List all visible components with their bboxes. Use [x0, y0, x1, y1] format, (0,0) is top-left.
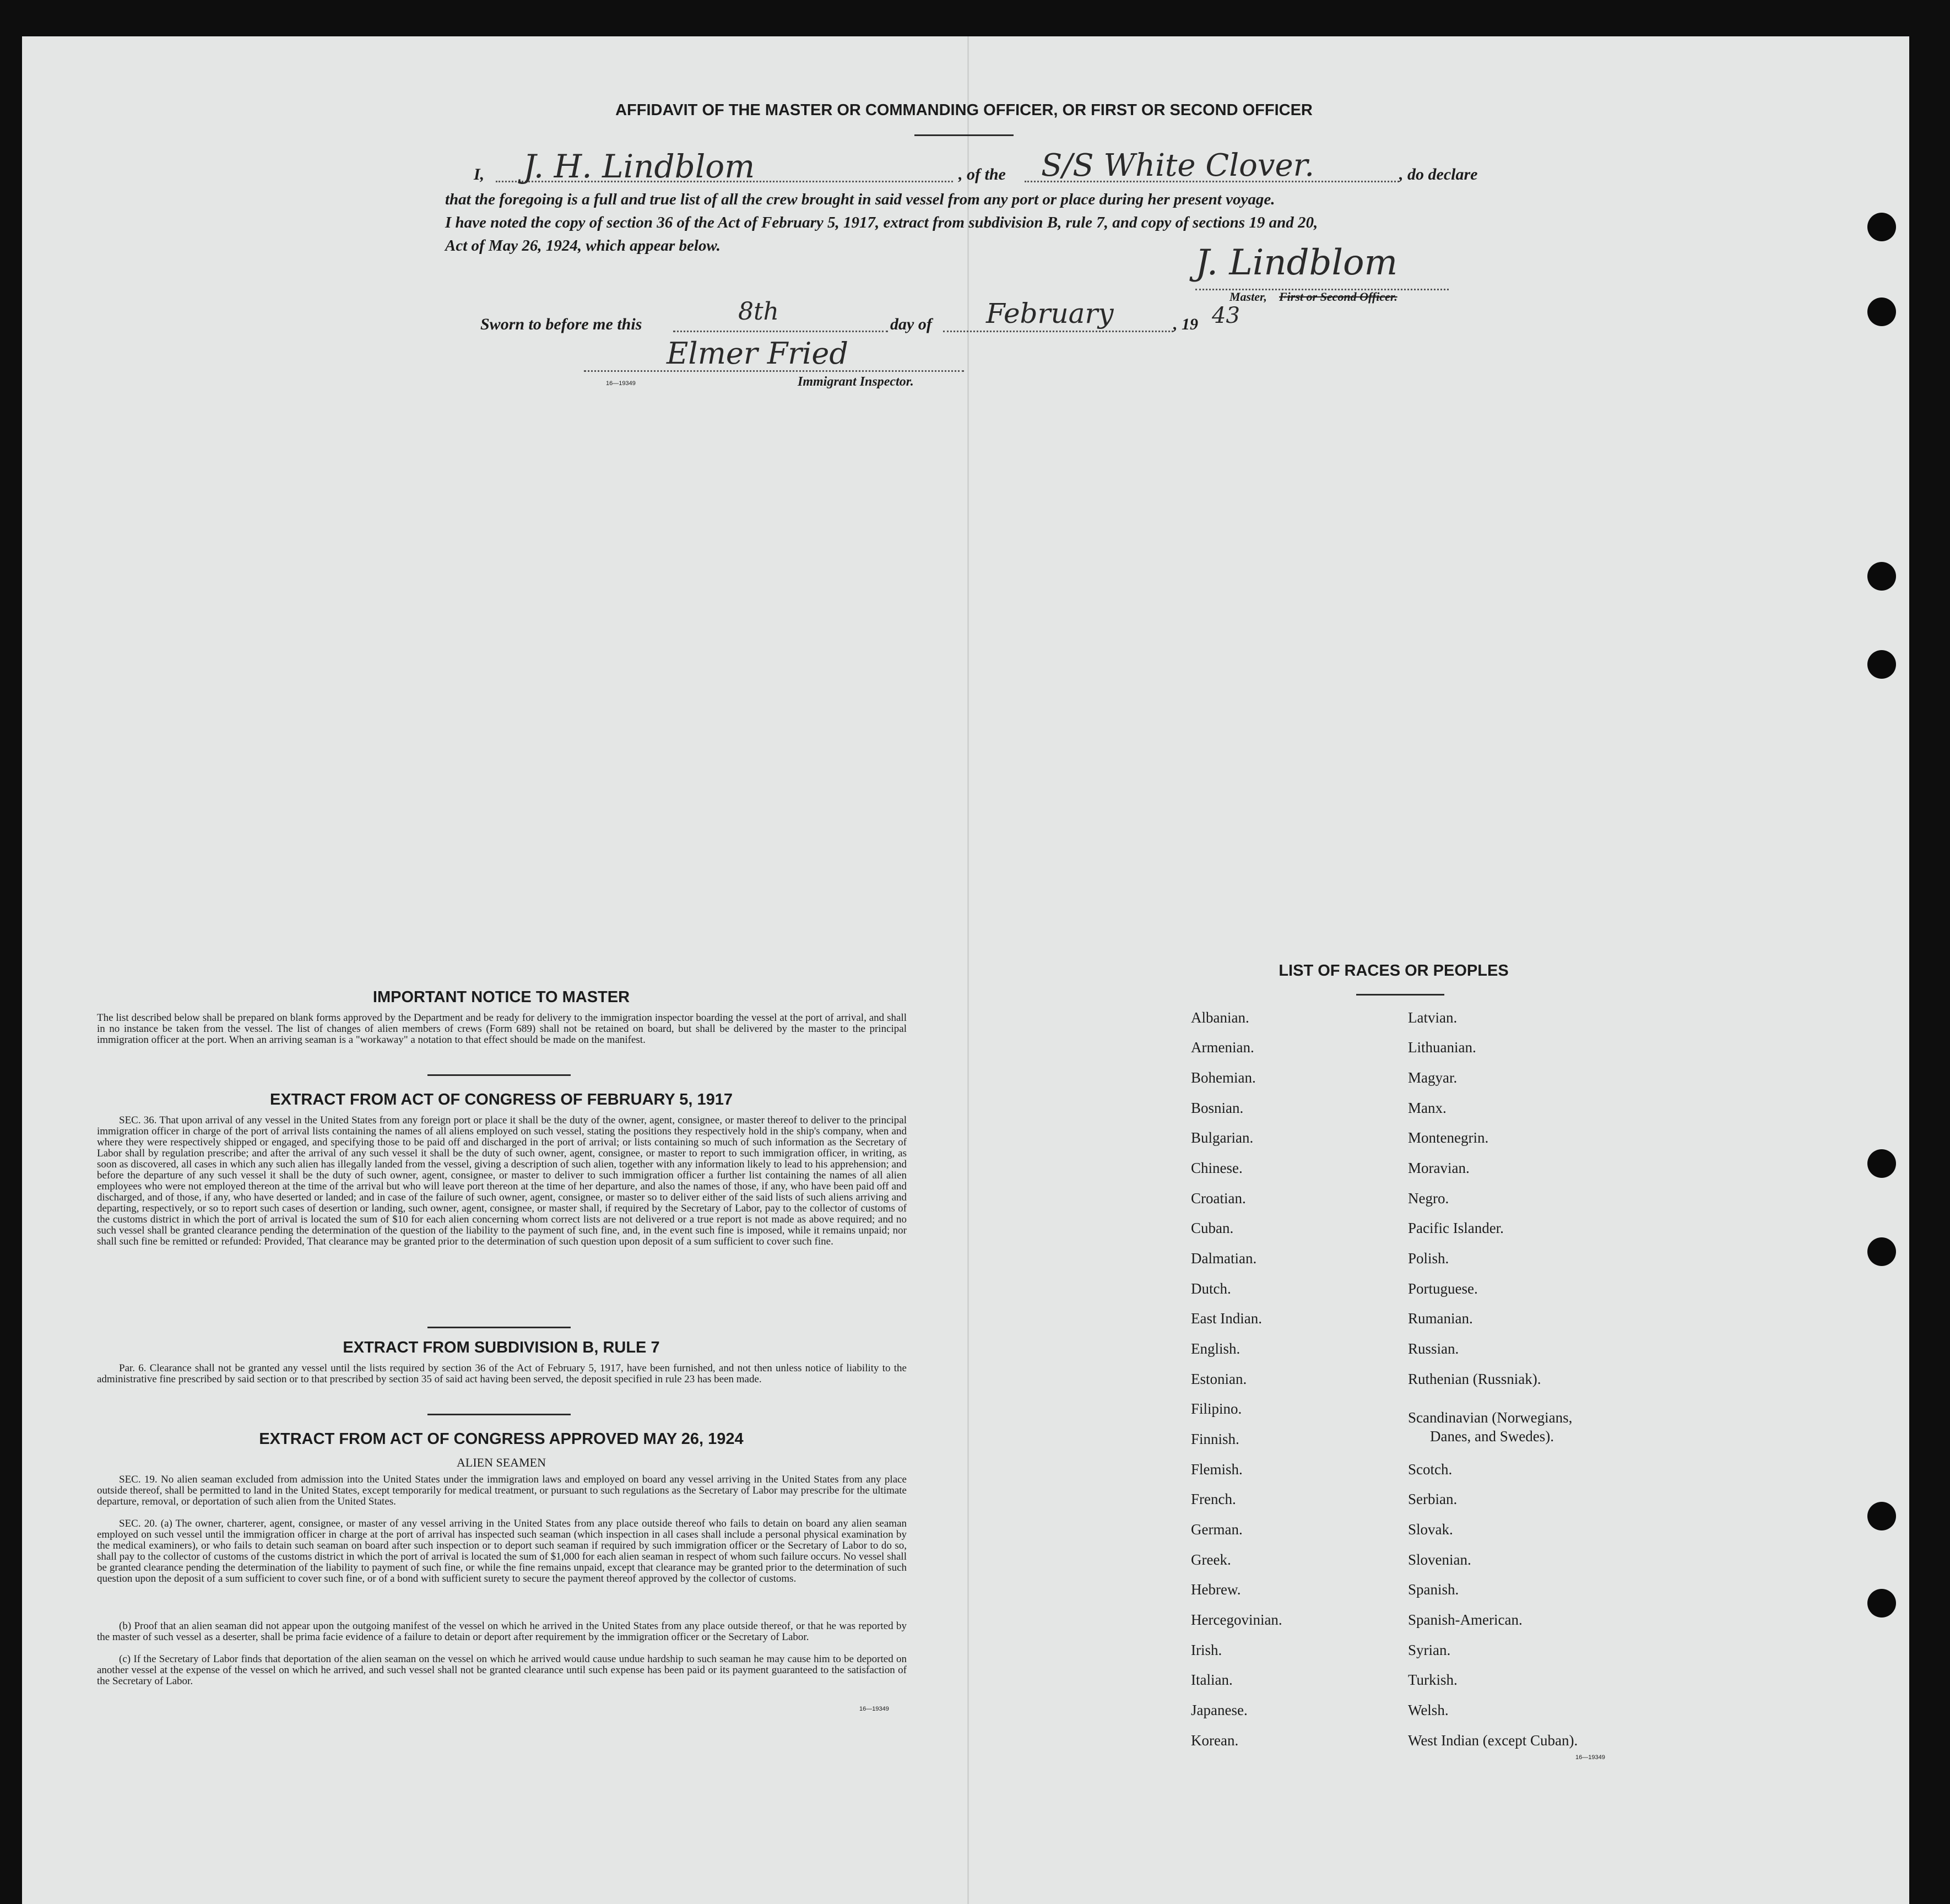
race-item: Bosnian. — [1191, 1100, 1244, 1116]
race-item: Flemish. — [1191, 1461, 1243, 1478]
race-item: East Indian. — [1191, 1310, 1262, 1327]
section-rule — [427, 1414, 571, 1415]
race-item: Estonian. — [1191, 1371, 1247, 1387]
section-rule — [427, 1074, 571, 1076]
vessel-name-handwritten: S/S White Clover. — [1041, 148, 1315, 183]
race-item: Bohemian. — [1191, 1069, 1256, 1086]
punch-hole — [1867, 562, 1896, 591]
year-prefix-label: , 19 — [1173, 315, 1198, 333]
race-item: Hebrew. — [1191, 1581, 1241, 1598]
day-field-line — [673, 331, 888, 332]
race-item: Danes, and Swedes). — [1430, 1428, 1554, 1445]
race-item: Spanish-American. — [1408, 1611, 1523, 1628]
extract-1917-text: SEC. 36. That upon arrival of any vessel in the United States from any foreign port or place it shall be the duty of the owner, agent, consignee, or master thereof to deliver to the principal immigration officer in charge of the port of arrival lists containing the names of all aliens employed on such vessel, stating the positions they respectively hold in the ship's company, when and where they were respectively shipped or engaged, and specifying those to be paid off and discharged in the port of arrival; or lists containing so much of such information as the Secretary of Labor shall by regulation prescribe; and after the arrival of any such vessel it shall be the duty of such owner, agent, consignee, or master to report to such immigration officer, in writing, as soon as discovered, all cases in which any such alien has illegally landed from the vessel, giving a description of such alien, together with any information likely to lead to his apprehension; and before the departure of any such vessel it shall be the duty of such owner, agent, consignee, or master to deliver to such immigration officer a further list containing the names of all alien employees who were not employed thereon at the time of the arrival but who will leave port thereon at the time of her departure, and also the names of those, if any, who have been paid off and discharged, and of those, if any, who have deserted or landed; and in case of the failure of such owner, agent, consignee, or master so to deliver either of the said lists of such aliens arriving and departing, respectively, or so to report such cases of desertion or landing, such owner, agent, consignee, or master shall, if required by the Secretary of Labor, pay to the collector of customs of the customs district in which the port of arrival is located the sum of $10 for each alien concerning whom correct lists are not delivered or a true report is not made as above required; and no such vessel shall be granted clearance pending the determination of the question of the liability to the payment of such fine, and, in the event such fine is imposed, while it remains unpaid; nor shall such fine be remitted or refunded: Provided, That clearance may be granted prior to the determination of such question upon deposit of a sum sufficient to cover such fine. — [97, 1115, 907, 1247]
do-declare-label: , do declare — [1399, 165, 1478, 183]
race-item: Rumanian. — [1408, 1310, 1473, 1327]
subdivision-b-text: Par. 6. Clearance shall not be granted any vessel until the lists required by section 36 of the Act of February 5, 1917, have been furnished, and not then unless notice of liability to the administrative fine prescribed by said section or to that prescribed by section 35 of said act having been served, the deposit specified in rule 23 has been made. — [97, 1362, 907, 1385]
race-item: Greek. — [1191, 1551, 1231, 1568]
punch-hole — [1867, 1589, 1896, 1618]
race-item: Cuban. — [1191, 1220, 1234, 1236]
extract-1917-title: EXTRACT FROM ACT OF CONGRESS OF FEBRUARY 5, 1917 — [269, 1091, 733, 1108]
races-rule — [1356, 994, 1444, 996]
race-item: Slovak. — [1408, 1521, 1453, 1538]
inspector-label: Immigrant Inspector. — [798, 375, 914, 389]
notice-title: IMPORTANT NOTICE TO MASTER — [372, 988, 630, 1006]
title-rule — [914, 134, 1014, 136]
punch-hole — [1867, 1149, 1896, 1178]
race-item: Scotch. — [1408, 1461, 1453, 1478]
alien-seamen-subtitle: ALIEN SEAMEN — [457, 1456, 546, 1469]
race-item: Finnish. — [1191, 1431, 1239, 1447]
sec-20c-text: (c) If the Secretary of Labor finds that deportation of the alien seaman on the vessel on which he arrived would cause undue hardship to such seaman he may cause him to be deported on another vessel at the expense of the vessel on which he arrived, and such vessel shall not be granted clearance until such expense has been paid or its payment guaranteed to the satisfaction of the Secretary of Labor. — [97, 1653, 907, 1687]
form-number: 16—19349 — [1575, 1754, 1605, 1761]
affidavit-line-3: I have noted the copy of section 36 of the Act of February 5, 1917, extract from subdivision B, rule 7, and copy of sections 19 and 20, — [445, 214, 1318, 231]
day-of-label: day of — [890, 315, 932, 333]
race-item: Polish. — [1408, 1250, 1449, 1267]
struck-officer-label: First or Second Officer. — [1279, 290, 1398, 304]
race-item: Magyar. — [1408, 1069, 1458, 1086]
year-handwritten: 43 — [1212, 303, 1240, 328]
affidavit-line-2: that the foregoing is a full and true list of all the crew brought in said vessel from any port or place during her present voyage. — [445, 191, 1275, 208]
sec-19-text: SEC. 19. No alien seaman excluded from admission into the United States under the immigration laws and employed on board any vessel arriving in the United States from any place outside thereof, shall be permitted to land in the United States, except temporarily for medical treatment, or pursuant to such regulations as the Secretary of Labor may prescribe for the ultimate departure, removal, or deportation of such alien from the United States. — [97, 1474, 907, 1507]
month-field-line — [943, 331, 1173, 332]
race-item: Croatian. — [1191, 1190, 1246, 1207]
sec-20b-text: (b) Proof that an alien seaman did not appear upon the outgoing manifest of the vessel on which he arrived in the United States from any place outside thereof, or that he was reported by the master of such vessel as a deserter, shall be prima facie evidence of a failure to detain or deport after requirement by the immigration officer or the Secretary of Labor. — [97, 1620, 907, 1643]
race-item: Manx. — [1408, 1100, 1447, 1116]
affidavit-title: AFFIDAVIT OF THE MASTER OR COMMANDING OFFICER, OR FIRST OR SECOND OFFICER — [615, 101, 1313, 119]
race-item: Serbian. — [1408, 1491, 1458, 1507]
race-item: Portuguese. — [1408, 1280, 1478, 1297]
race-item: Latvian. — [1408, 1009, 1458, 1026]
race-item: Armenian. — [1191, 1039, 1254, 1056]
race-item: Montenegrin. — [1408, 1129, 1489, 1146]
form-number: 16—19349 — [606, 380, 636, 387]
punch-hole — [1867, 1237, 1896, 1266]
punch-hole — [1867, 650, 1896, 679]
inspector-line — [584, 370, 964, 372]
race-item: Welsh. — [1408, 1702, 1449, 1718]
race-item: Dutch. — [1191, 1280, 1231, 1297]
race-item: Scandinavian (Norwegians, — [1408, 1409, 1573, 1426]
race-item: West Indian (except Cuban). — [1408, 1732, 1578, 1749]
sworn-label: Sworn to before me this — [480, 315, 642, 333]
race-item: French. — [1191, 1491, 1236, 1507]
race-item: Ruthenian (Russniak). — [1408, 1371, 1541, 1387]
race-item: Albanian. — [1191, 1009, 1249, 1026]
subdivision-b-title: EXTRACT FROM SUBDIVISION B, RULE 7 — [343, 1339, 660, 1356]
race-item: Pacific Islander. — [1408, 1220, 1504, 1236]
race-item: Filipino. — [1191, 1400, 1242, 1417]
race-item: Moravian. — [1408, 1160, 1470, 1176]
race-item: Japanese. — [1191, 1702, 1248, 1718]
race-item: Irish. — [1191, 1642, 1222, 1658]
punch-hole — [1867, 1502, 1896, 1530]
sec-20a-text: SEC. 20. (a) The owner, charterer, agent, consignee, or master of any vessel arriving in the United States from any place outside thereof who fails to detain on board any alien seaman employed on such vessel until the immigration officer in charge at the port of arrival has inspected such seaman (which inspection in all cases shall include a personal physical examination by the medical examiners), or who fails to detain such seaman on board after such inspection or to deport such seaman if required by such immigration officer or the Secretary of Labor to do so, shall pay to the collector of customs of the customs district in which the port of arrival is located the sum of $1,000 for each alien seaman in respect of whom such failure occurs. No vessel shall be granted clearance pending the determination of the liability to payment of such fine, or while the fine remains unpaid, except that clearance may be granted prior to the determination of such question upon the deposit of a sum sufficient to cover such fine, or of a bond with sufficient surety to secure the payment thereof approved by the collector of customs. — [97, 1518, 907, 1584]
center-fold — [967, 36, 969, 1904]
month-handwritten: February — [986, 298, 1114, 329]
master-signature-handwritten: J. Lindblom — [1195, 242, 1398, 283]
race-item: Lithuanian. — [1408, 1039, 1476, 1056]
form-number: 16—19349 — [859, 1706, 889, 1712]
affidavit-line-4: Act of May 26, 1924, which appear below. — [445, 237, 721, 255]
race-item: Negro. — [1408, 1190, 1449, 1207]
race-item: Korean. — [1191, 1732, 1239, 1749]
race-item: Turkish. — [1408, 1672, 1458, 1688]
race-item: Russian. — [1408, 1340, 1459, 1357]
race-item: Chinese. — [1191, 1160, 1243, 1176]
race-item: Slovenian. — [1408, 1551, 1471, 1568]
inspector-signature-handwritten: Elmer Fried — [667, 336, 848, 371]
races-title: LIST OF RACES OR PEOPLES — [1279, 962, 1509, 980]
of-the-label: , of the — [958, 165, 1006, 183]
race-item: Bulgarian. — [1191, 1129, 1254, 1146]
race-item: Syrian. — [1408, 1642, 1451, 1658]
section-rule — [427, 1327, 571, 1328]
race-item: German. — [1191, 1521, 1243, 1538]
i-label: I, — [474, 165, 485, 183]
day-handwritten: 8th — [738, 298, 779, 326]
punch-hole — [1867, 213, 1896, 241]
race-item: Spanish. — [1408, 1581, 1459, 1598]
race-item: Dalmatian. — [1191, 1250, 1257, 1267]
master-name-handwritten: J. H. Lindblom — [523, 148, 755, 185]
race-item: English. — [1191, 1340, 1241, 1357]
race-item: Hercegovinian. — [1191, 1611, 1282, 1628]
notice-text: The list described below shall be prepared on blank forms approved by the Department and be ready for delivery to the immigration inspector boarding the vessel at the port of arrival, and shall in no instance be taken from the vessel. The list of changes of alien members of crews (Form 689) shall not be retained on board, but shall be delivered by the master to the principal immigration officer at the port. When an arriving seaman is a "workaway" a notation to that effect should be made on the manifest. — [97, 1012, 907, 1046]
punch-hole — [1867, 298, 1896, 326]
race-item: Italian. — [1191, 1672, 1233, 1688]
master-label: Master, — [1229, 290, 1267, 304]
extract-1924-title: EXTRACT FROM ACT OF CONGRESS APPROVED MAY 26, 1924 — [259, 1430, 744, 1448]
